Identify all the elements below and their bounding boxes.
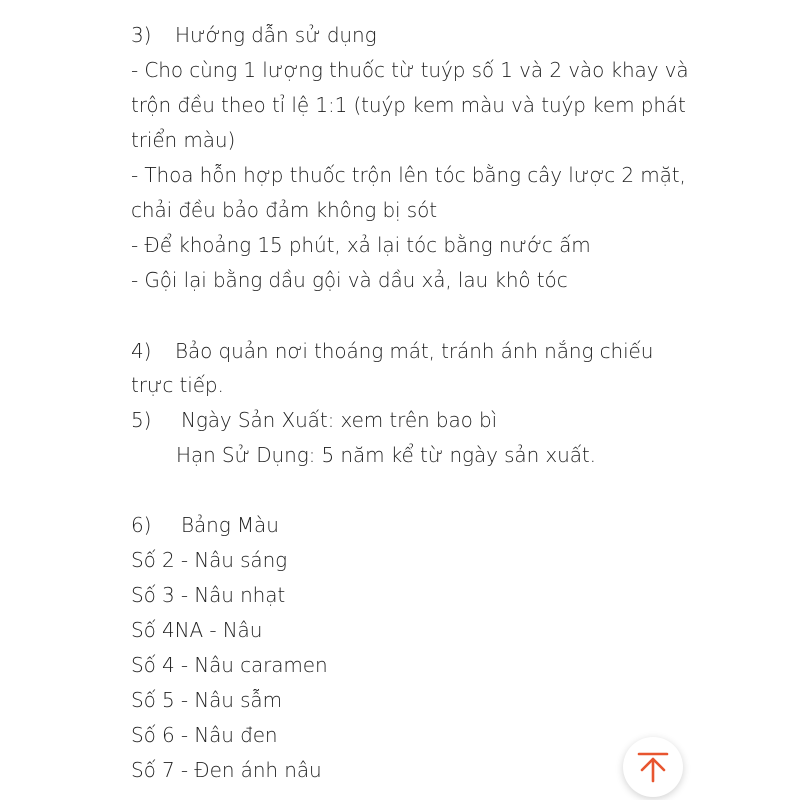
- section-5-number: 5): [131, 408, 152, 432]
- section-3-line: - Để khoảng 15 phút, xả lại tóc bằng nước ấm: [131, 233, 591, 257]
- color-list-item: Số 2 - Nâu sáng: [131, 548, 288, 572]
- section-3-line: trộn đều theo tỉ lệ 1:1 (tuýp kem màu và tuýp kem phát: [131, 93, 686, 117]
- section-6-heading: [131, 508, 279, 543]
- section-3-line: triển màu): [131, 128, 236, 152]
- color-list-item: Số 3 - Nâu nhạt: [131, 583, 286, 607]
- section-4-title: Bảo quản nơi thoáng mát, tránh ánh nắng chiếu: [175, 339, 654, 363]
- color-list-item: Số 5 - Nâu sẫm: [131, 688, 282, 712]
- section-4-number: 4): [131, 339, 152, 363]
- color-list-item: Số 4 - Nâu caramen: [131, 653, 328, 677]
- section-6-number: 6): [131, 513, 152, 537]
- section-5-heading: [131, 403, 497, 438]
- color-list-item: Số 4NA - Nâu: [131, 618, 263, 642]
- color-list-item: Số 6 - Nâu đen: [131, 723, 278, 747]
- section-3-title: Hướng dẫn sử dụng: [175, 23, 377, 47]
- section-3-heading: [131, 18, 376, 53]
- section-5-second-line: Hạn Sử Dụng: 5 năm kể từ ngày sản xuất.: [176, 443, 596, 467]
- arrow-up-to-top-icon: [636, 750, 670, 784]
- section-3-line: - Cho cùng 1 lượng thuốc từ tuýp số 1 và 2 vào khay và: [131, 58, 689, 82]
- section-3-line: chải đều bảo đảm không bị sót: [131, 198, 437, 222]
- section-6-title: Bảng Màu: [181, 513, 279, 537]
- section-3-number: 3): [131, 23, 152, 47]
- section-3-line: - Gội lại bằng dầu gội và dầu xả, lau khô tóc: [131, 268, 568, 292]
- section-5-title: Ngày Sản Xuất: xem trên bao bì: [181, 408, 498, 432]
- section-3-line: - Thoa hỗn hợp thuốc trộn lên tóc bằng cây lược 2 mặt,: [131, 163, 686, 187]
- color-list-item: Số 7 - Đen ánh nâu: [131, 758, 322, 782]
- scroll-to-top-button[interactable]: [623, 737, 683, 797]
- section-4-continuation: trực tiếp.: [131, 373, 224, 397]
- section-4-heading: [131, 334, 653, 369]
